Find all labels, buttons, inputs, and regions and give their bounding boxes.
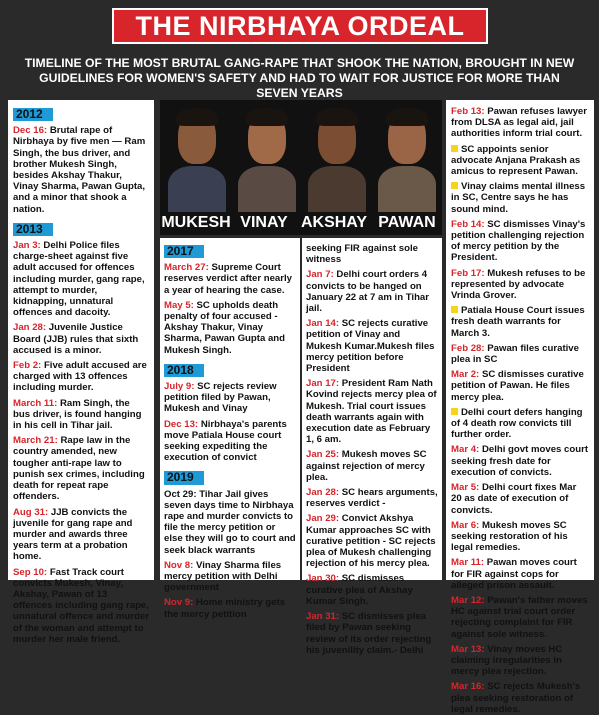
entry-text: Vinay claims mental illness in SC, Centre says he has sound mind. bbox=[451, 181, 586, 215]
entry-text: Brutal rape of Nirbhaya by five men — Ram Singh, the bus driver, and brother Mukesh Singh, besides Akshay Thakur, Vinay Sharma, Pawan Gupta, and a minor that shook a nation. bbox=[13, 125, 146, 215]
entry-text: Nirbhaya's parents move Patiala House court seeking expediting the execution of convict bbox=[164, 418, 287, 464]
entry-date: March 21: bbox=[13, 435, 58, 447]
timeline-entry bbox=[306, 378, 438, 445]
entry-text: Rape law in the country amended, new tougher anti-rape law to punish sex crimes, including death for repeat rape offenders. bbox=[13, 435, 145, 503]
timeline-entry bbox=[13, 240, 149, 318]
timeline-entry bbox=[13, 125, 149, 215]
entry-date: Jan 7: bbox=[306, 269, 334, 281]
timeline-entry bbox=[451, 305, 589, 339]
timeline-entry bbox=[164, 300, 296, 356]
timeline-entry bbox=[451, 144, 589, 178]
timeline-entry bbox=[451, 482, 589, 516]
timeline-entry bbox=[164, 419, 296, 464]
timeline-column-3 bbox=[302, 238, 442, 656]
header-banner bbox=[0, 0, 599, 50]
timeline-entry bbox=[306, 269, 438, 314]
photo-vinay bbox=[234, 104, 300, 212]
entry-text: Convict Akshya Kumar approaches SC with curative petition - SC rejects plea of Mukesh challenging rejection of his mercy plea. bbox=[306, 513, 436, 570]
timeline-entry bbox=[164, 597, 296, 619]
entry-date: Mar 6: bbox=[451, 519, 480, 531]
year-heading: 2018 bbox=[164, 364, 204, 377]
entry-text: Vinay moves HC claiming irregularities in mercy plea rejection. bbox=[451, 643, 563, 678]
entry-text: SC rejects Mukesh's plea seeking restoration of legal remedies. bbox=[451, 681, 581, 715]
entry-date: Jan 28: bbox=[306, 487, 340, 499]
entry-date: March 11: bbox=[13, 397, 58, 409]
entry-text: Delhi Police files charge-sheet against five adult accused for offences including murder, gang rape, attempt to murder, kidnapping, unnatural offences and dacoity. bbox=[13, 240, 145, 319]
timeline-entry bbox=[306, 243, 438, 265]
entry-text: Delhi govt moves court seeking fresh date for execution of convicts. bbox=[451, 444, 589, 478]
timeline-entry bbox=[306, 611, 438, 656]
entry-text: SC dismisses plea filed by Pawan seeking review of its order rejecting his juvenility claim.- Delhi bbox=[306, 611, 432, 656]
photo-label-pawan: PAWAN bbox=[372, 212, 442, 234]
entry-text: Ram Singh, the bus driver, is found hanging in his cell in Tihar jail. bbox=[13, 397, 142, 432]
timeline-entry bbox=[13, 360, 149, 394]
timeline-entry bbox=[451, 106, 589, 140]
bullet-marker bbox=[451, 408, 458, 415]
entry-date: Mar 4: bbox=[451, 444, 480, 456]
entry-date: Dec 16: bbox=[13, 125, 48, 137]
entry-date: Sep 10: bbox=[13, 566, 48, 578]
entry-date: Aug 31: bbox=[13, 506, 49, 518]
entry-date: Jan 17: bbox=[306, 378, 340, 390]
entry-date: Mar 13: bbox=[451, 643, 485, 655]
entry-date: Feb 28: bbox=[451, 342, 485, 354]
entry-date: Feb 14: bbox=[451, 218, 485, 230]
entry-text: Mukesh moves SC seeking restoration of his legal remedies. bbox=[451, 519, 568, 554]
timeline-entry bbox=[306, 487, 438, 509]
year-heading: 2013 bbox=[13, 223, 53, 236]
timeline-entry bbox=[164, 560, 296, 594]
timeline-entry bbox=[13, 567, 149, 645]
entry-text: Fast Track court convicts Mukesh, Vinay, Akshay, Pawan of 13 offences including gang rape, unnatural offence and murder of the woman and attempt to murder her male friend. bbox=[13, 566, 149, 645]
entry-text: Delhi court fixes Mar 20 as date of execution of convicts. bbox=[451, 482, 577, 516]
entry-text: Five adult accused are charged with 13 offences including murder. bbox=[13, 360, 147, 394]
timeline-entry bbox=[451, 557, 589, 591]
entry-date: Nov 8: bbox=[164, 559, 194, 571]
entry-text: SC dismisses curative plea of Akshay Kumar Singh. bbox=[306, 573, 413, 607]
bullet-marker bbox=[451, 306, 458, 313]
photo-label-vinay: VINAY bbox=[232, 212, 296, 234]
timeline-entry bbox=[164, 489, 296, 556]
entry-text: Pawan's father moves HC against trial court order rejecting complaint for FIR against sole witness. bbox=[451, 594, 588, 640]
photo-akshay bbox=[304, 104, 370, 212]
year-heading: 2019 bbox=[164, 471, 204, 484]
entry-text: SC rejects curative petition of Vinay and Mukesh Kumar.Mukesh files mercy petition before President bbox=[306, 318, 435, 375]
timeline-entry bbox=[451, 644, 589, 678]
page-title: THE NIRBHAYA ORDEAL bbox=[112, 8, 488, 44]
timeline-entry bbox=[306, 449, 438, 483]
entry-text: SC rejects review petition filed by Pawan, Mukesh and Vinay bbox=[164, 381, 277, 415]
photo-mukesh bbox=[164, 104, 230, 212]
timeline-entry bbox=[306, 318, 438, 374]
timeline-entry bbox=[451, 407, 589, 441]
photo-label-akshay: AKSHAY bbox=[296, 212, 372, 234]
entry-text: President Ram Nath Kovind rejects mercy plea of Mukesh. Trial court issues death warrants again with execution date as February 1, 6 am. bbox=[306, 378, 437, 446]
timeline-entry bbox=[451, 520, 589, 554]
entry-text: SC upholds death penalty of four accused - Akshay Thakur, Vinay Sharma, Pawan Gupta and Mukesh Singh. bbox=[164, 299, 286, 356]
convict-photos bbox=[160, 100, 442, 235]
page-subtitle: TIMELINE OF THE MOST BRUTAL GANG-RAPE THAT SHOOK THE NATION, BROUGHT IN NEW GUIDELINES FOR WOMEN'S SAFETY AND HAD TO WAIT FOR JUSTICE FOR MORE THAN SEVEN YEARS bbox=[24, 56, 575, 100]
timeline-column-1 bbox=[8, 100, 154, 645]
entry-text: SC dismisses curative petition of Pawan. He files mercy plea. bbox=[451, 369, 584, 403]
timeline-entry bbox=[13, 322, 149, 356]
timeline-column-2 bbox=[160, 238, 300, 620]
entry-text: seeking FIR against sole witness bbox=[306, 243, 418, 266]
entry-text: Pawan files curative plea in SC bbox=[451, 342, 579, 366]
entry-date: Mar 12: bbox=[451, 594, 485, 606]
entry-date: Feb 13: bbox=[451, 106, 485, 117]
entry-date: Jan 29: bbox=[306, 513, 340, 525]
entry-text: Mukesh refuses to be represented by advocate Vrinda Grover. bbox=[451, 267, 586, 302]
entry-date: Dec 13: bbox=[164, 418, 199, 430]
entry-text: Home ministry gets the mercy petition bbox=[164, 597, 286, 620]
timeline-entry bbox=[164, 262, 296, 296]
entry-date: Jan 28: bbox=[13, 322, 47, 334]
timeline-entry bbox=[451, 369, 589, 403]
entry-date: Oct 29: bbox=[164, 488, 197, 500]
entry-date: Mar 5: bbox=[451, 482, 480, 494]
entry-date: Jan 14: bbox=[306, 318, 340, 330]
entry-date: Mar 16: bbox=[451, 681, 485, 693]
entry-date: Jan 25: bbox=[306, 449, 340, 461]
entry-text: Mukesh moves SC against rejection of mercy plea. bbox=[306, 449, 427, 483]
entry-text: Delhi court defers hanging of 4 death row convicts till further order. bbox=[451, 406, 583, 441]
entry-text: Supreme Court reserves verdict after nearly a year of hearing the case. bbox=[164, 262, 292, 296]
entry-text: JJB convicts the juvenile for gang rape and murder and awards three years term at a probation home. bbox=[13, 506, 133, 563]
timeline-entry bbox=[306, 513, 438, 569]
photo-pawan bbox=[374, 104, 440, 212]
timeline-entry bbox=[451, 219, 589, 264]
timeline-entry bbox=[13, 398, 149, 432]
bullet-marker bbox=[451, 145, 458, 152]
entry-date: Feb 2: bbox=[13, 360, 42, 372]
entry-date: Feb 17: bbox=[451, 267, 485, 279]
entry-text: Pawan refuses lawyer from DLSA as legal aid, jail authorities inform trial court. bbox=[451, 106, 587, 140]
entry-text: Patiala House Court issues fresh death warrants for March 3. bbox=[451, 305, 585, 339]
entry-text: SC dismisses Vinay's petition challenging rejection of mercy petition by the President. bbox=[451, 218, 586, 264]
entry-date: Jan 30: bbox=[306, 573, 340, 585]
photo-label-mukesh: MUKESH bbox=[160, 212, 232, 234]
entry-text: Pawan moves court for FIR against cops for alleged prison assault. bbox=[451, 557, 577, 591]
entry-date: Mar 11: bbox=[451, 557, 485, 569]
entry-date: Nov 9: bbox=[164, 597, 194, 609]
timeline-column-4 bbox=[446, 100, 594, 715]
year-heading: 2017 bbox=[164, 245, 204, 258]
entry-text: SC hears arguments, reserves verdict - bbox=[306, 487, 438, 510]
timeline-entry bbox=[13, 435, 149, 502]
entry-date: Mar 2: bbox=[451, 369, 480, 381]
timeline-entry bbox=[451, 268, 589, 302]
timeline-entry bbox=[164, 381, 296, 415]
entry-date: Jan 31: bbox=[306, 611, 340, 623]
timeline-entry bbox=[451, 444, 589, 478]
timeline-entry bbox=[451, 181, 589, 215]
entry-text: Vinay Sharma files mercy petition with Delhi government bbox=[164, 559, 282, 594]
timeline-entry bbox=[451, 681, 589, 715]
timeline-entry bbox=[306, 573, 438, 607]
timeline-entry bbox=[451, 595, 589, 640]
year-heading: 2012 bbox=[13, 108, 53, 121]
entry-date: July 9: bbox=[164, 381, 195, 393]
entry-text: Juvenile Justice Board (JJB) rules that sixth accused is a minor. bbox=[13, 322, 139, 356]
entry-date: Jan 3: bbox=[13, 240, 41, 252]
entry-date: March 27: bbox=[164, 262, 209, 274]
timeline-entry bbox=[13, 507, 149, 563]
bullet-marker bbox=[451, 182, 458, 189]
entry-text: SC appoints senior advocate Anjana Prakash as amicus to represent Pawan. bbox=[451, 143, 581, 178]
entry-text: Tihar Jail gives seven days time to Nirbhaya rape and murder convicts to file the mercy petition or else they will go to court and seek black warrants bbox=[164, 488, 296, 556]
timeline-entry bbox=[451, 343, 589, 365]
entry-text: Delhi court orders 4 convicts to be hanged on January 22 at 7 am in Tihar jail. bbox=[306, 269, 429, 315]
entry-date: May 5: bbox=[164, 299, 194, 311]
